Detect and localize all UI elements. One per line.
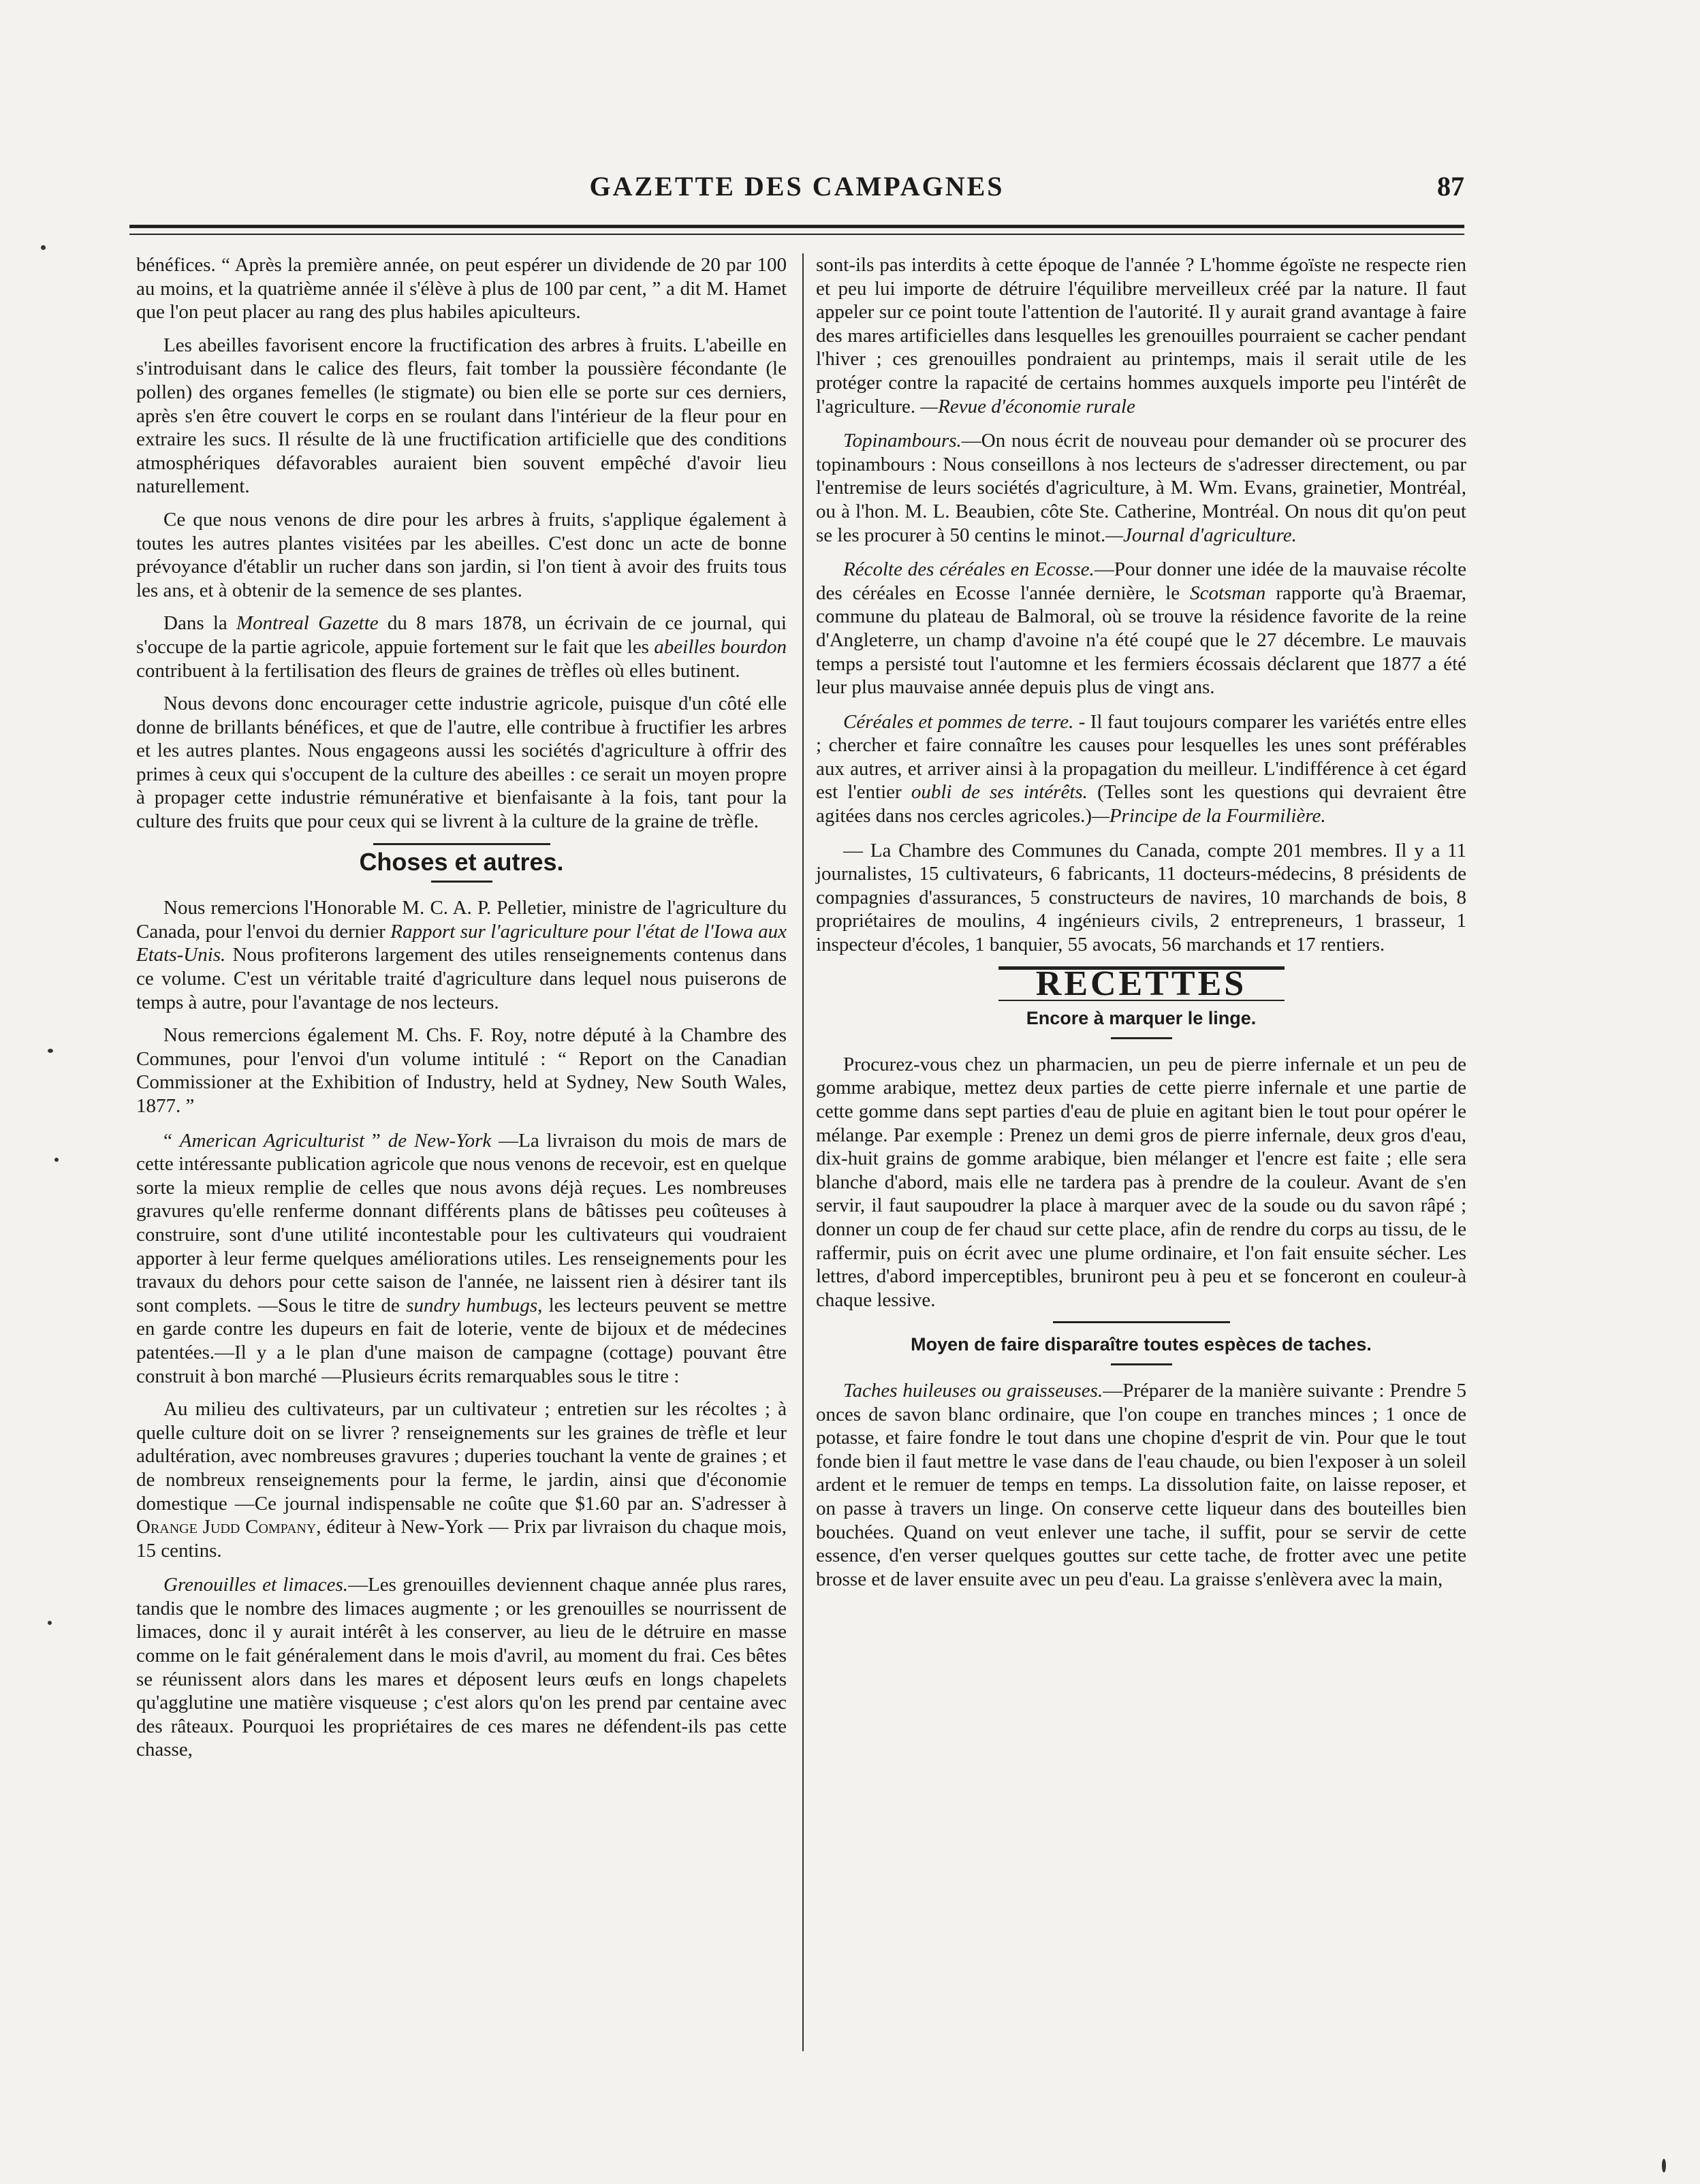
- text-run: —On nous écrit de nouveau pour demander où se procurer des topinambours : Nous conseillons à nos lecteurs de s'adresser directement, ou par l'entremise de leurs sociétés d'agriculture, à M. Wm. Evans, grainetier, Montréal, ou à l'hon. M. L. Beaubien, côte Ste. Catherine, Montréal. On nous dit qu'on peut se les procurer à 50 centins le minot.: [816, 430, 1466, 546]
- text-run: —La livraison du mois de mars de cette intéressante publication agricole que nous venons de recevoir, est en quelque sorte la mieux remplie de celles que nous avons déjà reçues. Les nombreuses gravures qu'elle renferme donnant différents plans de bâtisses peu coûteuses à construire, sont d'une utilité incontestable pour les cultivateurs qui voudraient apporter à leur ferme quelques améliorations utiles. Les renseignements pour les travaux du dehors pour cette saison de l'année, ne laissent rien à désirer tant ils sont complets. —Sous le titre de: [136, 1129, 787, 1316]
- text-run: , éditeur à New-York — Prix par livraison du chaque mois, 15 centins.: [136, 1516, 787, 1562]
- italic-run: Topinambours.: [843, 430, 962, 452]
- italic-run: —Revue d'économie rurale: [920, 395, 1135, 417]
- text-run: Nous remercions l'Honorable M. C. A. P. Pelletier, ministre de l'agriculture du Canada, pour l'envoi du dernier: [136, 897, 787, 943]
- page-number: 87: [1437, 171, 1464, 202]
- italic-run: —Journal d'agriculture.: [1105, 524, 1297, 546]
- recettes-heading-box: [998, 966, 1285, 1002]
- text-run: Nous profiterons largement des utiles renseignements contenus dans ce volume. C'est un véritable traité d'agriculture dans lequel nous puiserons de temps à autre, pour l'avantage de nos lecteurs.: [136, 944, 787, 1013]
- text-run: ”: [364, 1129, 388, 1152]
- left-column: [136, 253, 787, 1771]
- text-run: du 8 mars 1878, un écrivain de ce journal, qui s'occupe de la partie agricole, appuie fortement sur le fait que les: [136, 612, 787, 658]
- italic-run: —Principe de la Fourmilière.: [1092, 805, 1326, 827]
- text-run: Au milieu des cultivateurs, par un cultivateur ; entretien sur les récoltes ; à quelle culture doit on se livrer ? renseignements sur les graines de trèfle et leur adultération, avec nombreuses gravures ; duperies touchant la vente de graines ; et de nombreux renseignements pour la ferme, le jardin, ainsi que d'économie domestique —Ce journal indispensable ne coûte que $1.60 par an. S'adresser à: [136, 1398, 787, 1515]
- text-run: —Préparer de la manière suivante : Prendre 5 onces de savon blanc ordinaire, que l'on coupe en tranches minces ; 1 once de potasse, et faire fondre le tout dans une chopine d'esprit de vin. Pour que le tout fonde bien il faut mettre le vase dans de l'eau chaude, ou bien l'exposer à un soleil ardent et le remuer de temps en temps. La dissolution faite, on laisse reposer, et on passe à travers un linge. On conserve cette liqueur dans des bouteilles bien bouchées. Quand on veut enlever une tache, il suffit, pour se servir de cette essence, d'en verser quelques gouttes sur cette tache, de frotter avec une petite brosse et de laver ensuite avec un peu d'eau. La graisse s'enlèvera avec la main,: [816, 1379, 1466, 1590]
- text-run: —Les grenouilles deviennent chaque année plus rares, tandis que le nombre des limaces augmente ; or les grenouilles se nourrissent de limaces, donc il y aurait intérêt à les conserver, au lieu de le détruire en masse comme on le fait généralement dans le mois d'avril, au moment du frai. Ces bêtes se réunissent alors dans les mares et déposent leurs œufs en longs chapelets qu'agglutine une matière visqueuse ; c'est alors qu'on les prend par centaine avec des râteaux. Pourquoi les propriétaires de ces mares ne défendent-ils pas cette chasse,: [136, 1574, 787, 1761]
- scan-speck: [48, 1621, 52, 1625]
- recettes-heading: RECETTES: [1035, 964, 1247, 1003]
- text-run: Dans la: [163, 612, 236, 635]
- text-run: sont-ils pas interdits à cette époque de l'année ? L'homme égoïste ne respecte rien et peu lui importe de détruire l'équilibre merveilleux créé par la nature. Il faut appeler sur ce point toute l'attention de l'autorité. Il y aurait grand avantage à faire des mares artificielles dans lesquelles les grenouilles pourraient se cacher pendant l'hiver ; ces grenouilles pondraient au printemps, mais il serait utile de les protéger contre la rapacité de certains hommes auxquels importe peu l'intérêt de l'agriculture.: [816, 254, 1466, 417]
- section-rule: [1111, 1363, 1172, 1365]
- section-rule: [373, 843, 550, 845]
- paragraph: Ce que nous venons de dire pour les arbres à fruits, s'applique également à toutes les autres plantes visitées par les abeilles. C'est donc un acte de bonne prévoyance d'établir un rucher dans son jardin, si l'on tient à avoir des fruits tous les ans, et à obtenir de la semence de ses plantes.: [136, 508, 787, 601]
- paragraph: [136, 1397, 787, 1562]
- italic-run: Montreal Gazette: [236, 612, 379, 635]
- italic-run: oubli de ses intérêts.: [911, 781, 1088, 804]
- paragraph: Les abeilles favorisent encore la fructification des arbres à fruits. L'abeille en s'introduisant dans le calice des fleurs, fait tomber la poussière fécondante (le pollen) des organes femelles (le stigmate) ou bien elle se porte sur ces derniers, après s'en être couvert le corps en se roulant dans l'intérieur de la fleur pour en extraire les sucs. Il résulte de là une fructification artificielle que des conditions atmosphériques défavorables auraient bien souvent empêché d'avoir lieu naturellement.: [136, 334, 787, 498]
- paragraph: [136, 612, 787, 682]
- section-heading: Choses et autres.: [359, 847, 564, 876]
- italic-run: Scotsman: [1190, 582, 1266, 604]
- header-rule-thick: [129, 225, 1464, 228]
- section-rule: [1053, 1321, 1230, 1323]
- scan-speck: [48, 1049, 53, 1053]
- paragraph: Procurez-vous chez un pharmacien, un peu de pierre infernale et un peu de gomme arabique, mettez deux parties de cette pierre infernale et une partie de cette gomme dans sept parties d'eau de pluie en agitant bien le tout pour opérer le mélange. Par exemple : Prenez un demi gros de pierre infernale, deux gros d'eau, dix-huit grains de gomme arabique, bien mélanger et l'encre est faite ; elle sera blanche d'abord, mais elle ne tardera pas à prendre de la couleur. Avant de s'en servir, il faut saupoudrer la place à marquer avec de la soude ou du savon râpé ; donner un coup de fer chaud sur cette place, afin de rendre du corps au tissu, de le raffermir, puis on écrit avec une plume ordinaire, et l'on fait ensuite sécher. Les lettres, d'abord imperceptibles, bruniront peu à peu et se fonceront en couleur-à chaque lessive.: [816, 1053, 1466, 1311]
- paragraph: [816, 558, 1466, 699]
- italic-run: Grenouilles et limaces.: [163, 1574, 349, 1596]
- paragraph: bénéfices. “ Après la première année, on peut espérer un dividende de 20 par 100 au moins, et la quatrième année il s'élève à plus de 100 par cent, ” a dit M. Hamet que l'on peut placer au rang des plus habiles apiculteurs.: [136, 254, 787, 323]
- paragraph: [816, 710, 1466, 828]
- text-run: —Pour donner une idée de la mauvaise récolte des céréales en Ecosse l'année dernière, le: [816, 558, 1467, 604]
- text-run: (Telles sont les questions qui devraient être agitées dans nos cercles agricoles.): [816, 781, 1466, 827]
- italic-run: American Agriculturist: [179, 1129, 365, 1152]
- paragraph: Nous devons donc encourager cette industrie agricole, puisque d'un côté elle donne de brillants bénéfices, et que de l'autre, elle contribue à fructifier les arbres et les autres plantes. Nous engageons aussi les sociétés d'agriculture à offrir des primes à ceux qui s'occupent de la culture des abeilles : ce serait un moyen propre à propager cette industrie rémunérative et bienfaisante à la fois, tant pour la culture des fruits que pour ceux qui se livrent à la culture de la graine de trèfle.: [136, 693, 787, 833]
- paragraph: [816, 253, 1466, 418]
- scan-speck: [54, 1158, 59, 1162]
- text-run: “: [163, 1129, 180, 1152]
- text-run: - Il faut toujours comparer les variétés entre elles ; chercher et faire connaître les causes pour lesquelles les unes sont préférables aux autres, et arriver ainsi à la propagation du meilleur. L'indifférence à cet égard est l'entier: [816, 710, 1466, 804]
- header-rule-thin: [129, 234, 1464, 235]
- right-column: [816, 253, 1466, 1600]
- italic-run: de New-York: [388, 1129, 492, 1152]
- section-rule: [431, 881, 492, 883]
- italic-run: Récolte des céréales en Ecosse.: [843, 558, 1095, 581]
- scan-speck: [41, 245, 46, 250]
- smallcaps-run: Orange Judd Company: [136, 1516, 317, 1538]
- paragraph: [136, 1573, 787, 1762]
- paragraph: [136, 896, 787, 1014]
- page-header: [129, 170, 1464, 211]
- scan-speck: [1662, 2159, 1666, 2172]
- italic-run: Céréales et pommes de terre.: [843, 710, 1074, 733]
- column-divider: [802, 253, 804, 2051]
- text-run: contribuent à la fertilisation des fleurs de graines de trèfles où elles butinent.: [136, 659, 740, 682]
- subsection-heading: Moyen de faire disparaître toutes espèces de taches.: [911, 1334, 1372, 1355]
- paragraph: Nous remercions également M. Chs. F. Roy, notre député à la Chambre des Communes, pour l'envoi d'un volume intitulé : “ Report on the Canadian Commissioner at the Exhibition of Industry, held at Sydney, New South Wales, 1877. ”: [136, 1024, 787, 1117]
- masthead-title: GAZETTE DES CAMPAGNES: [589, 171, 1005, 202]
- paragraph: [816, 429, 1466, 547]
- subsection-heading: Encore à marquer le linge.: [1026, 1008, 1257, 1029]
- text-run: rapporte qu'à Braemar, commune du plateau de Balmoral, où se trouve la résidence favorite de la reine d'Angleterre, un champ d'avoine n'a été coupé que le 27 décembre. Le mauvais temps a persisté tout l'automne et les fermiers écossais déclarent que 1877 a été leur plus mauvaise année depuis plus de vingt ans.: [816, 582, 1466, 699]
- italic-run: abeilles bourdon: [654, 635, 787, 658]
- italic-run: Rapport sur l'agriculture pour l'état de l'Iowa aux Etats-Unis.: [136, 920, 787, 966]
- paragraph: [816, 1379, 1466, 1591]
- text-run: , les lecteurs peuvent se mettre en garde contre les dupeurs en fait de loterie, vente de bijoux et de médecines patentées.—Il y a le plan d'une maison de campagne (cottage) pouvant être construit à bon marché —Plusieurs écrits remarquables sous le titre :: [136, 1294, 787, 1387]
- italic-run: Taches huileuses ou graisseuses.: [843, 1379, 1103, 1402]
- paragraph: [136, 1129, 787, 1389]
- section-rule: [1111, 1037, 1172, 1039]
- italic-run: sundry humbugs: [406, 1294, 538, 1316]
- paragraph: — La Chambre des Communes du Canada, compte 201 membres. Il y a 11 journalistes, 15 cultivateurs, 6 fabricants, 11 docteurs-médecins, 8 présidents de compagnies d'assurances, 5 constructeurs de navires, 10 marchands de bois, 8 propriétaires de moulins, 4 ingénieurs civils, 2 entrepreneurs, 1 brasseur, 1 inspecteur d'écoles, 1 banquier, 55 avocats, 56 marchands et 17 rentiers.: [816, 839, 1466, 956]
